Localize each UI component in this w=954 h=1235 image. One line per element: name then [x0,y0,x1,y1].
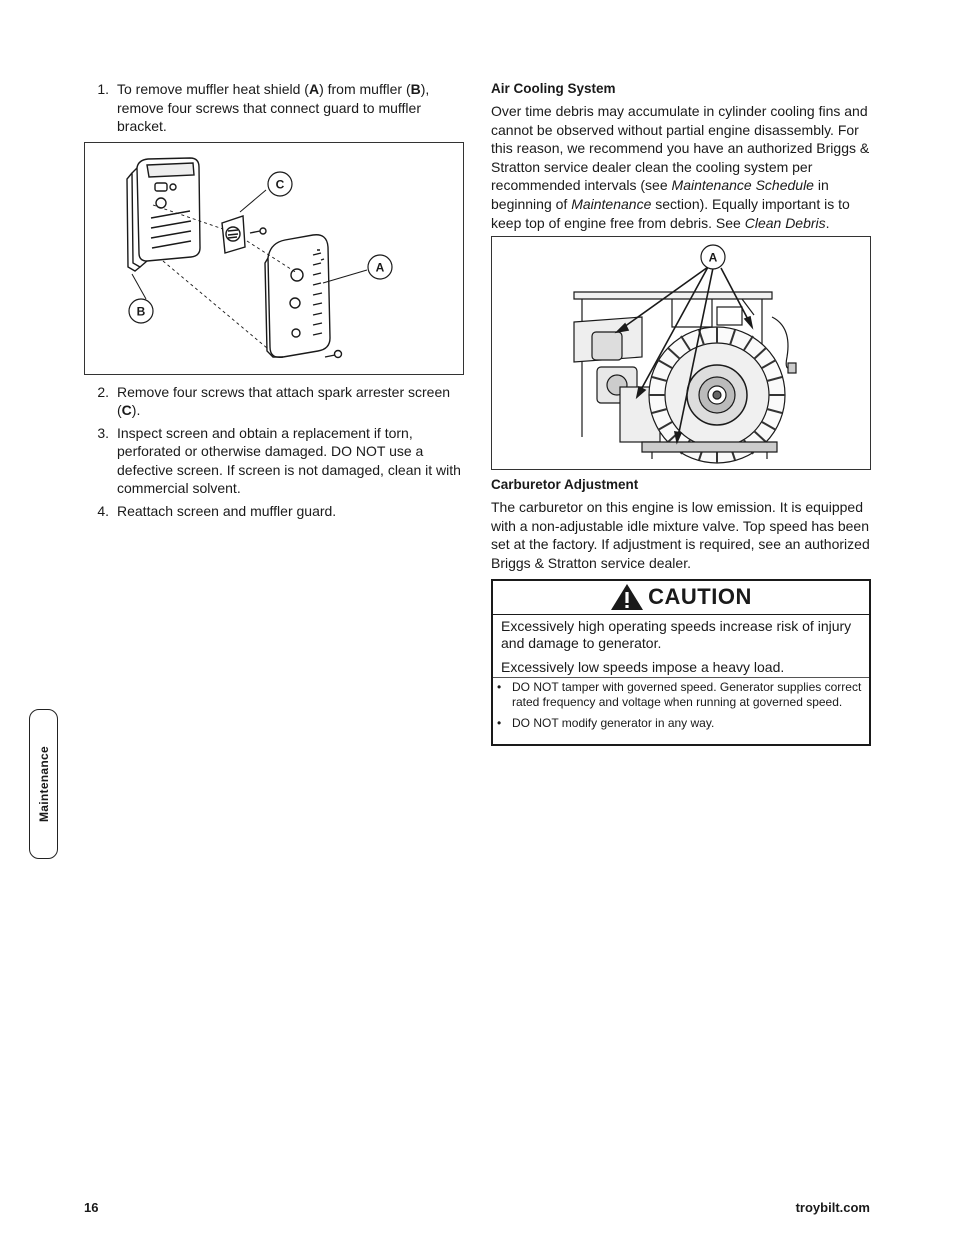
step-number: 2. [97,383,109,400]
caution-title: CAUTION [648,584,752,610]
text-run: To remove muffler heat shield ( [117,81,309,97]
bold-callout-letter: A [308,81,320,97]
text-run: ). [131,402,141,418]
bold-callout-letter: C [121,402,132,418]
muffler-illustration [85,143,463,374]
step-1 [84,80,464,136]
step-text [117,383,464,420]
text-run: Inspect screen and obtain a replacement if torn, perforated or otherwise damaged. DO NOT use a defective screen. If screen is not damaged, clean it with commercial solvent. [117,424,461,496]
caution-box [491,579,871,746]
engine-illustration [492,237,870,469]
caution-header [493,581,869,615]
bullet-glyph: • [497,680,502,695]
italic-reference: Maintenance Schedule [671,177,814,194]
step-number: 3. [97,424,109,441]
callout-c-label: C [275,177,285,191]
text-run: section). Equally important is to keep top of engine free from debris. See [491,195,850,231]
caution-bullet-text: DO NOT tamper with governed speed. Generator supplies correct rated frequency and voltage when running at governed speed. [512,680,862,710]
caution-bullet-2 [497,716,865,731]
right-column [491,80,871,746]
air-cooling-text [491,102,871,232]
bold-callout-letter: B [410,81,421,97]
italic-reference: Clean Debris [744,214,826,231]
carburetor-text: The carburetor on this engine is low emission. It is equipped with a non-adjustable idle mixture valve. Top speed has been set at the factory. If adjustment is required, see an authorized Briggs & Stratton service dealer. [491,499,870,571]
step-4 [84,502,464,521]
step-number: 1. [97,81,109,97]
step-number: 4. [97,502,109,519]
caution-paragraph-2: Excessively low speeds impose a heavy load. [501,658,785,675]
step-text [117,424,464,498]
caution-bullet-1 [497,680,865,711]
caution-bullet-list [493,677,869,744]
left-column [84,80,464,524]
text-run: . [825,214,830,231]
text-run: Remove four screws that attach spark arrester screen ( [117,383,451,418]
italic-reference: Maintenance [571,195,652,212]
step-2 [84,383,464,420]
section-side-tab-label: Maintenance [36,746,51,822]
muffler-figure [84,142,464,375]
callout-b-label: B [136,304,146,318]
caution-bullet-text: DO NOT modify generator in any way. [512,715,715,730]
bullet-glyph: • [497,715,502,730]
caution-paragraph-1: Excessively high operating speeds increase risk of injury and damage to generator. [501,617,852,652]
section-side-tab [29,709,58,859]
page-number: 16 [84,1200,99,1215]
step-text [117,502,464,521]
text-run: in beginning of [491,177,829,212]
air-cooling-heading: Air Cooling System [491,81,616,96]
text-run: Reattach screen and muffler guard. [117,502,337,519]
text-run: Over time debris may accumulate in cylinder cooling fins and cannot be observed without partial engine disassembly. For this reason, we recommend you have an authorized Briggs & Stratton service dealer clean the cooling system per recommended intervals (see [491,103,870,194]
carburetor-heading: Carburetor Adjustment [491,477,639,493]
text-run: ), remove four screws that connect guard to muffler bracket. [117,81,430,134]
callout-a-label: A [375,260,385,274]
footer-website: troybilt.com [795,1200,870,1215]
step-3 [84,424,464,498]
engine-callout-a-label: A [708,250,718,265]
caution-body [493,615,869,677]
text-run: ) from muffler ( [319,81,411,97]
warning-triangle-icon [610,583,644,611]
engine-figure [491,236,871,470]
step-text [117,80,464,136]
